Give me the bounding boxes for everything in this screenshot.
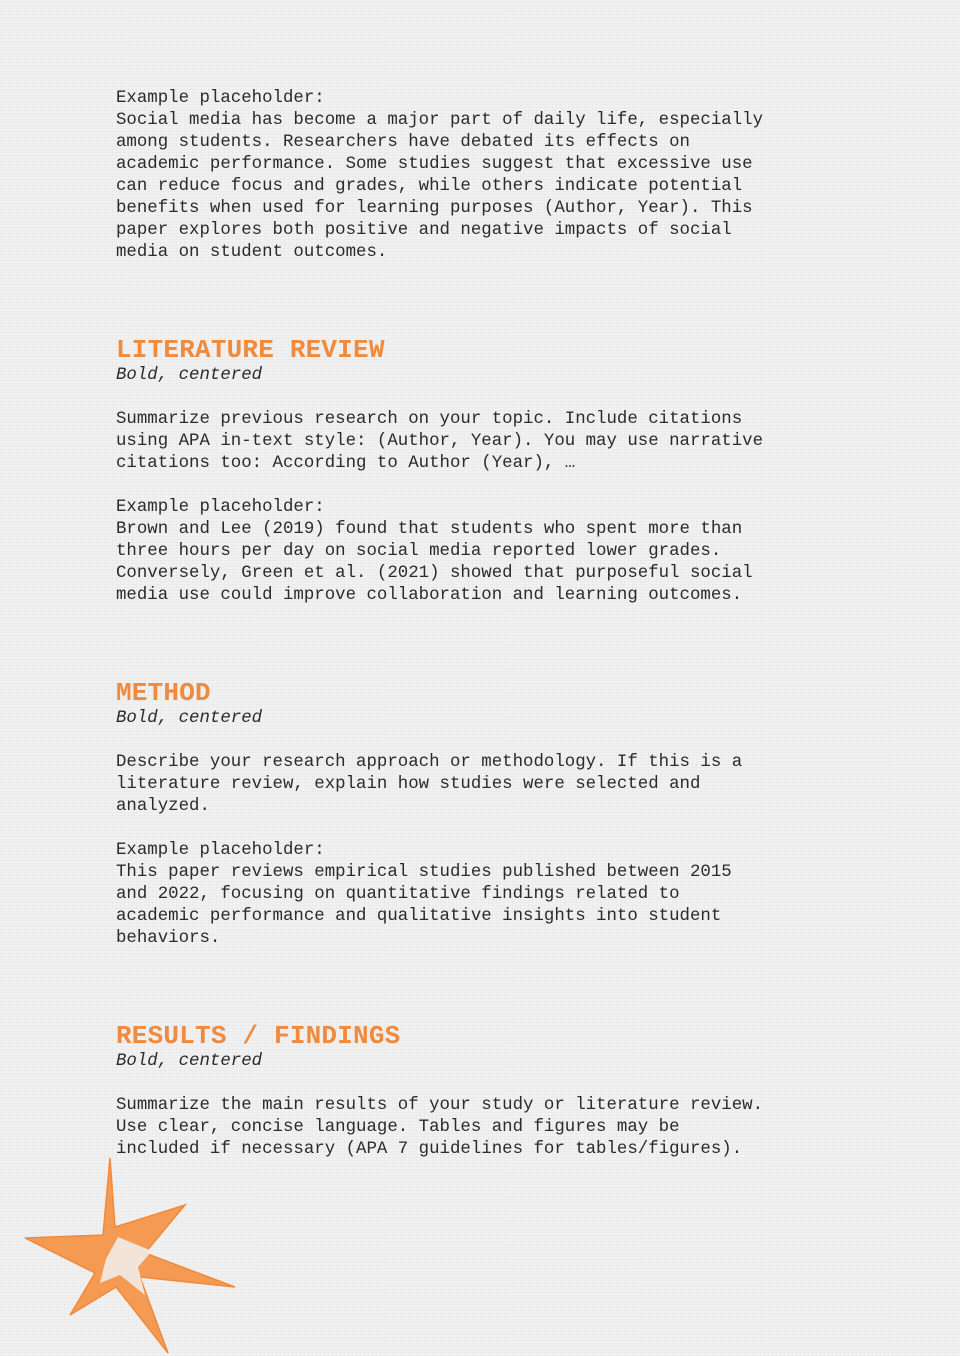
method-example-body: This paper reviews empirical studies published between 2015 and 2022, focusing on quantitative findings related to academic performance and qualitative insights into student behaviors. xyxy=(116,863,732,948)
results-section xyxy=(116,1021,856,1161)
intro-example-label: Example placeholder: xyxy=(116,89,325,108)
literature-review-format-note: Bold, centered xyxy=(116,366,263,385)
literature-review-instructions: Summarize previous research on your topic. Include citations using APA in-text style: (Author, Year). You may use narrative citations too: According to Author (Year), … xyxy=(116,410,764,473)
results-instructions: Summarize the main results of your study or literature review. Use clear, concise language. Tables and figures may be included if necessary (APA 7 guidelines for tables/figures). xyxy=(116,1096,764,1159)
method-instructions: Describe your research approach or methodology. If this is a literature review, explain how studies were selected and analyzed. xyxy=(116,753,743,816)
literature-review-example-label: Example placeholder: xyxy=(116,498,325,517)
method-section xyxy=(116,678,856,950)
method-example-label: Example placeholder: xyxy=(116,841,325,860)
literature-review-example-body: Brown and Lee (2019) found that students who spent more than three hours per day on social media reported lower grades. Conversely, Green et al. (2021) showed that purposeful social media use could improve collaboration and learning outcomes. xyxy=(116,520,753,605)
method-format-note: Bold, centered xyxy=(116,709,263,728)
results-format-note: Bold, centered xyxy=(116,1052,263,1071)
starburst-icon xyxy=(20,1155,240,1355)
intro-section xyxy=(116,88,856,264)
literature-review-heading: LITERATURE REVIEW xyxy=(116,335,385,365)
results-heading: RESULTS / FINDINGS xyxy=(116,1021,401,1051)
literature-review-section xyxy=(116,335,856,607)
document-page xyxy=(116,88,856,1161)
method-heading: METHOD xyxy=(116,678,211,708)
intro-body: Social media has become a major part of daily life, especially among students. Researchers have debated its effects on academic performance. Some studies suggest that excessive use can reduce focus and grades, while others indicate potential benefits when used for learning purposes (Author, Year). This paper explores both positive and negative impacts of social media on student outcomes. xyxy=(116,111,764,262)
